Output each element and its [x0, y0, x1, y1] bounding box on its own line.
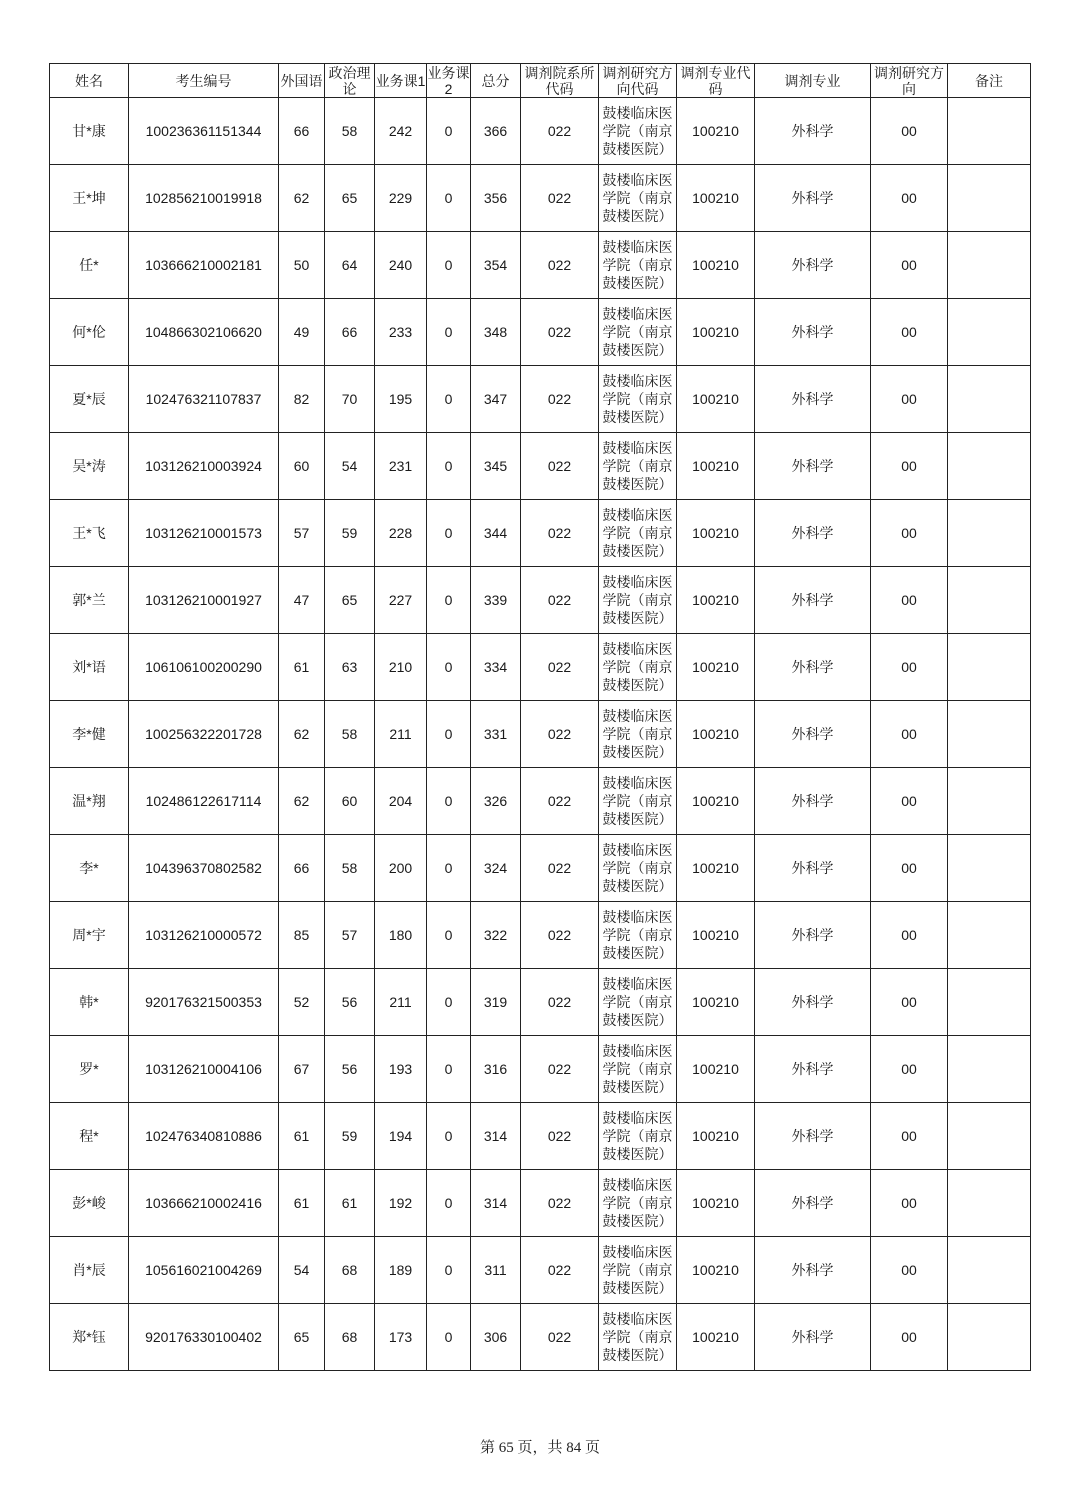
cell-direction-code: 鼓楼临床医学院（南京鼓楼医院）	[599, 1103, 677, 1170]
table-row	[50, 567, 1031, 634]
cell-politics: 66	[325, 299, 375, 366]
cell-name: 吴*涛	[50, 433, 129, 500]
cell-total: 324	[471, 835, 521, 902]
cell-subject-1: 242	[375, 98, 427, 165]
cell-exam-id: 104866302106620	[129, 299, 279, 366]
cell-major-code: 100210	[677, 1237, 755, 1304]
header-remarks: 备注	[948, 64, 1031, 98]
cell-remarks	[948, 165, 1031, 232]
cell-foreign-language: 82	[279, 366, 325, 433]
cell-major-code: 100210	[677, 98, 755, 165]
cell-politics: 54	[325, 433, 375, 500]
header-dept-code: 调剂院系所代码	[521, 64, 599, 98]
cell-exam-id: 103126210000572	[129, 902, 279, 969]
cell-total: 316	[471, 1036, 521, 1103]
cell-name: 周*宇	[50, 902, 129, 969]
cell-total: 347	[471, 366, 521, 433]
cell-name: 郑*钰	[50, 1304, 129, 1371]
cell-direction-code: 鼓楼临床医学院（南京鼓楼医院）	[599, 768, 677, 835]
header-direction-code: 调剂研究方向代码	[599, 64, 677, 98]
cell-remarks	[948, 433, 1031, 500]
cell-politics: 58	[325, 701, 375, 768]
cell-major-code: 100210	[677, 366, 755, 433]
cell-subject-2: 0	[427, 768, 471, 835]
cell-direction: 00	[871, 433, 948, 500]
cell-direction-code: 鼓楼临床医学院（南京鼓楼医院）	[599, 1170, 677, 1237]
cell-direction-code: 鼓楼临床医学院（南京鼓楼医院）	[599, 835, 677, 902]
cell-direction-code: 鼓楼临床医学院（南京鼓楼医院）	[599, 299, 677, 366]
cell-major: 外科学	[755, 232, 871, 299]
header-name: 姓名	[50, 64, 129, 98]
cell-total: 322	[471, 902, 521, 969]
cell-major: 外科学	[755, 969, 871, 1036]
cell-major: 外科学	[755, 433, 871, 500]
cell-direction: 00	[871, 567, 948, 634]
cell-foreign-language: 66	[279, 98, 325, 165]
cell-foreign-language: 54	[279, 1237, 325, 1304]
cell-subject-2: 0	[427, 433, 471, 500]
cell-politics: 65	[325, 567, 375, 634]
cell-subject-1: 195	[375, 366, 427, 433]
table-row	[50, 902, 1031, 969]
cell-direction: 00	[871, 299, 948, 366]
cell-subject-2: 0	[427, 1170, 471, 1237]
cell-major: 外科学	[755, 768, 871, 835]
cell-total: 348	[471, 299, 521, 366]
page-footer	[0, 1436, 1080, 1457]
cell-subject-2: 0	[427, 835, 471, 902]
cell-foreign-language: 61	[279, 634, 325, 701]
cell-direction-code: 鼓楼临床医学院（南京鼓楼医院）	[599, 232, 677, 299]
cell-major-code: 100210	[677, 969, 755, 1036]
cell-subject-1: 228	[375, 500, 427, 567]
cell-remarks	[948, 366, 1031, 433]
cell-subject-2: 0	[427, 165, 471, 232]
cell-politics: 59	[325, 500, 375, 567]
table-body	[50, 98, 1031, 1371]
header-major: 调剂专业	[755, 64, 871, 98]
cell-exam-id: 106106100200290	[129, 634, 279, 701]
header-direction: 调剂研究方向	[871, 64, 948, 98]
table-row	[50, 1103, 1031, 1170]
table-row	[50, 701, 1031, 768]
cell-major-code: 100210	[677, 500, 755, 567]
cell-major: 外科学	[755, 835, 871, 902]
cell-remarks	[948, 634, 1031, 701]
cell-name: 罗*	[50, 1036, 129, 1103]
cell-major-code: 100210	[677, 567, 755, 634]
cell-foreign-language: 67	[279, 1036, 325, 1103]
cell-exam-id: 102856210019918	[129, 165, 279, 232]
cell-total: 345	[471, 433, 521, 500]
cell-major-code: 100210	[677, 1304, 755, 1371]
cell-exam-id: 103126210004106	[129, 1036, 279, 1103]
cell-name: 李*	[50, 835, 129, 902]
table-row	[50, 1237, 1031, 1304]
cell-total: 331	[471, 701, 521, 768]
cell-dept-code: 022	[521, 98, 599, 165]
cell-subject-1: 192	[375, 1170, 427, 1237]
cell-exam-id: 102476340810886	[129, 1103, 279, 1170]
table-row	[50, 98, 1031, 165]
cell-dept-code: 022	[521, 299, 599, 366]
cell-exam-id: 920176321500353	[129, 969, 279, 1036]
cell-major: 外科学	[755, 1103, 871, 1170]
cell-direction-code: 鼓楼临床医学院（南京鼓楼医院）	[599, 1304, 677, 1371]
cell-major-code: 100210	[677, 299, 755, 366]
cell-exam-id: 103126210001573	[129, 500, 279, 567]
header-row	[50, 64, 1031, 98]
cell-direction-code: 鼓楼临床医学院（南京鼓楼医院）	[599, 701, 677, 768]
cell-foreign-language: 61	[279, 1170, 325, 1237]
header-subject-1: 业务课1	[375, 64, 427, 98]
cell-direction-code: 鼓楼临床医学院（南京鼓楼医院）	[599, 500, 677, 567]
cell-foreign-language: 61	[279, 1103, 325, 1170]
cell-major-code: 100210	[677, 1036, 755, 1103]
cell-exam-id: 103126210003924	[129, 433, 279, 500]
cell-major-code: 100210	[677, 902, 755, 969]
cell-dept-code: 022	[521, 1170, 599, 1237]
table-row	[50, 500, 1031, 567]
cell-exam-id: 920176330100402	[129, 1304, 279, 1371]
cell-dept-code: 022	[521, 634, 599, 701]
cell-direction-code: 鼓楼临床医学院（南京鼓楼医院）	[599, 98, 677, 165]
cell-politics: 60	[325, 768, 375, 835]
cell-direction-code: 鼓楼临床医学院（南京鼓楼医院）	[599, 969, 677, 1036]
admission-table	[49, 63, 1031, 1371]
cell-major-code: 100210	[677, 835, 755, 902]
cell-subject-2: 0	[427, 567, 471, 634]
cell-subject-1: 194	[375, 1103, 427, 1170]
cell-subject-1: 211	[375, 969, 427, 1036]
cell-remarks	[948, 1036, 1031, 1103]
cell-direction-code: 鼓楼临床医学院（南京鼓楼医院）	[599, 567, 677, 634]
cell-major-code: 100210	[677, 768, 755, 835]
cell-major: 外科学	[755, 98, 871, 165]
cell-subject-2: 0	[427, 98, 471, 165]
cell-direction: 00	[871, 1237, 948, 1304]
cell-major: 外科学	[755, 366, 871, 433]
cell-major: 外科学	[755, 1036, 871, 1103]
cell-name: 温*翔	[50, 768, 129, 835]
cell-major-code: 100210	[677, 232, 755, 299]
cell-subject-2: 0	[427, 969, 471, 1036]
table-row	[50, 366, 1031, 433]
cell-subject-1: 189	[375, 1237, 427, 1304]
cell-name: 夏*辰	[50, 366, 129, 433]
cell-name: 王*坤	[50, 165, 129, 232]
header-politics: 政治理论	[325, 64, 375, 98]
cell-name: 李*健	[50, 701, 129, 768]
cell-politics: 64	[325, 232, 375, 299]
cell-major-code: 100210	[677, 634, 755, 701]
cell-total: 314	[471, 1103, 521, 1170]
cell-exam-id: 100256322201728	[129, 701, 279, 768]
cell-direction: 00	[871, 1103, 948, 1170]
cell-subject-2: 0	[427, 1103, 471, 1170]
cell-dept-code: 022	[521, 366, 599, 433]
cell-subject-2: 0	[427, 366, 471, 433]
cell-subject-2: 0	[427, 701, 471, 768]
cell-dept-code: 022	[521, 969, 599, 1036]
cell-direction: 00	[871, 701, 948, 768]
table-row	[50, 768, 1031, 835]
cell-dept-code: 022	[521, 433, 599, 500]
cell-major: 外科学	[755, 1237, 871, 1304]
cell-subject-1: 231	[375, 433, 427, 500]
cell-dept-code: 022	[521, 500, 599, 567]
cell-remarks	[948, 902, 1031, 969]
cell-foreign-language: 50	[279, 232, 325, 299]
cell-major: 外科学	[755, 902, 871, 969]
cell-foreign-language: 85	[279, 902, 325, 969]
cell-foreign-language: 47	[279, 567, 325, 634]
cell-direction-code: 鼓楼临床医学院（南京鼓楼医院）	[599, 1036, 677, 1103]
cell-foreign-language: 60	[279, 433, 325, 500]
table-row	[50, 165, 1031, 232]
table-row	[50, 433, 1031, 500]
cell-total: 339	[471, 567, 521, 634]
cell-dept-code: 022	[521, 835, 599, 902]
cell-subject-1: 210	[375, 634, 427, 701]
cell-direction: 00	[871, 232, 948, 299]
cell-major-code: 100210	[677, 433, 755, 500]
cell-politics: 61	[325, 1170, 375, 1237]
cell-remarks	[948, 232, 1031, 299]
cell-subject-1: 229	[375, 165, 427, 232]
cell-direction: 00	[871, 902, 948, 969]
cell-politics: 70	[325, 366, 375, 433]
cell-direction: 00	[871, 500, 948, 567]
cell-politics: 63	[325, 634, 375, 701]
cell-direction-code: 鼓楼临床医学院（南京鼓楼医院）	[599, 902, 677, 969]
cell-remarks	[948, 1103, 1031, 1170]
cell-exam-id: 100236361151344	[129, 98, 279, 165]
cell-foreign-language: 66	[279, 835, 325, 902]
cell-politics: 65	[325, 165, 375, 232]
cell-subject-2: 0	[427, 232, 471, 299]
cell-major-code: 100210	[677, 1103, 755, 1170]
cell-major: 外科学	[755, 1304, 871, 1371]
cell-politics: 59	[325, 1103, 375, 1170]
cell-subject-2: 0	[427, 1304, 471, 1371]
cell-dept-code: 022	[521, 1036, 599, 1103]
cell-foreign-language: 62	[279, 165, 325, 232]
cell-direction-code: 鼓楼临床医学院（南京鼓楼医院）	[599, 433, 677, 500]
cell-subject-2: 0	[427, 299, 471, 366]
cell-foreign-language: 62	[279, 768, 325, 835]
table-row	[50, 1170, 1031, 1237]
cell-exam-id: 103126210001927	[129, 567, 279, 634]
cell-foreign-language: 49	[279, 299, 325, 366]
cell-direction: 00	[871, 835, 948, 902]
cell-foreign-language: 57	[279, 500, 325, 567]
cell-exam-id: 103666210002181	[129, 232, 279, 299]
table-row	[50, 835, 1031, 902]
cell-major-code: 100210	[677, 165, 755, 232]
cell-subject-2: 0	[427, 634, 471, 701]
cell-remarks	[948, 1170, 1031, 1237]
cell-direction: 00	[871, 634, 948, 701]
cell-exam-id: 105616021004269	[129, 1237, 279, 1304]
cell-total: 326	[471, 768, 521, 835]
table-row	[50, 1036, 1031, 1103]
cell-direction: 00	[871, 98, 948, 165]
page-number-text: 第 65 页，共 84 页	[479, 1440, 600, 1456]
cell-name: 刘*语	[50, 634, 129, 701]
cell-subject-1: 204	[375, 768, 427, 835]
cell-remarks	[948, 98, 1031, 165]
cell-politics: 58	[325, 98, 375, 165]
cell-exam-id: 103666210002416	[129, 1170, 279, 1237]
cell-name: 彭*峻	[50, 1170, 129, 1237]
table-row	[50, 969, 1031, 1036]
cell-remarks	[948, 969, 1031, 1036]
cell-remarks	[948, 299, 1031, 366]
cell-total: 344	[471, 500, 521, 567]
cell-major: 外科学	[755, 634, 871, 701]
header-exam-id: 考生编号	[129, 64, 279, 98]
cell-dept-code: 022	[521, 232, 599, 299]
cell-dept-code: 022	[521, 165, 599, 232]
cell-foreign-language: 62	[279, 701, 325, 768]
cell-total: 334	[471, 634, 521, 701]
cell-total: 366	[471, 98, 521, 165]
cell-subject-1: 240	[375, 232, 427, 299]
cell-major-code: 100210	[677, 1170, 755, 1237]
cell-politics: 56	[325, 1036, 375, 1103]
table-row	[50, 634, 1031, 701]
cell-major: 外科学	[755, 299, 871, 366]
cell-subject-1: 173	[375, 1304, 427, 1371]
cell-direction: 00	[871, 969, 948, 1036]
cell-name: 韩*	[50, 969, 129, 1036]
cell-dept-code: 022	[521, 1103, 599, 1170]
cell-dept-code: 022	[521, 1237, 599, 1304]
cell-politics: 58	[325, 835, 375, 902]
cell-subject-2: 0	[427, 902, 471, 969]
cell-direction: 00	[871, 366, 948, 433]
cell-major: 外科学	[755, 500, 871, 567]
table-row	[50, 232, 1031, 299]
cell-total: 356	[471, 165, 521, 232]
cell-remarks	[948, 1304, 1031, 1371]
cell-foreign-language: 65	[279, 1304, 325, 1371]
cell-foreign-language: 52	[279, 969, 325, 1036]
cell-dept-code: 022	[521, 701, 599, 768]
table-row	[50, 299, 1031, 366]
cell-name: 何*伦	[50, 299, 129, 366]
cell-politics: 68	[325, 1304, 375, 1371]
cell-dept-code: 022	[521, 567, 599, 634]
cell-total: 319	[471, 969, 521, 1036]
cell-dept-code: 022	[521, 1304, 599, 1371]
cell-remarks	[948, 701, 1031, 768]
cell-dept-code: 022	[521, 902, 599, 969]
cell-total: 306	[471, 1304, 521, 1371]
cell-remarks	[948, 768, 1031, 835]
cell-remarks	[948, 500, 1031, 567]
cell-exam-id: 104396370802582	[129, 835, 279, 902]
cell-dept-code: 022	[521, 768, 599, 835]
cell-name: 郭*兰	[50, 567, 129, 634]
header-major-code: 调剂专业代码	[677, 64, 755, 98]
cell-major: 外科学	[755, 165, 871, 232]
cell-politics: 68	[325, 1237, 375, 1304]
cell-direction-code: 鼓楼临床医学院（南京鼓楼医院）	[599, 1237, 677, 1304]
cell-direction: 00	[871, 768, 948, 835]
cell-subject-2: 0	[427, 1237, 471, 1304]
cell-subject-1: 200	[375, 835, 427, 902]
cell-remarks	[948, 835, 1031, 902]
cell-direction: 00	[871, 1304, 948, 1371]
header-subject-2: 业务课2	[427, 64, 470, 97]
cell-exam-id: 102476321107837	[129, 366, 279, 433]
cell-subject-2: 0	[427, 500, 471, 567]
table-row	[50, 1304, 1031, 1371]
cell-subject-1: 180	[375, 902, 427, 969]
cell-direction-code: 鼓楼临床医学院（南京鼓楼医院）	[599, 366, 677, 433]
cell-name: 甘*康	[50, 98, 129, 165]
cell-subject-1: 193	[375, 1036, 427, 1103]
cell-remarks	[948, 1237, 1031, 1304]
cell-total: 354	[471, 232, 521, 299]
header-total: 总分	[471, 64, 521, 98]
cell-major: 外科学	[755, 1170, 871, 1237]
cell-direction: 00	[871, 1170, 948, 1237]
header-foreign-language: 外国语	[279, 64, 325, 98]
cell-remarks	[948, 567, 1031, 634]
cell-major-code: 100210	[677, 701, 755, 768]
cell-total: 314	[471, 1170, 521, 1237]
cell-total: 311	[471, 1237, 521, 1304]
admission-table-container	[49, 63, 1031, 1371]
cell-name: 肖*辰	[50, 1237, 129, 1304]
cell-direction-code: 鼓楼临床医学院（南京鼓楼医院）	[599, 634, 677, 701]
cell-exam-id: 102486122617114	[129, 768, 279, 835]
cell-direction: 00	[871, 165, 948, 232]
cell-subject-1: 211	[375, 701, 427, 768]
cell-direction-code: 鼓楼临床医学院（南京鼓楼医院）	[599, 165, 677, 232]
cell-name: 任*	[50, 232, 129, 299]
cell-major: 外科学	[755, 567, 871, 634]
cell-name: 程*	[50, 1103, 129, 1170]
cell-politics: 56	[325, 969, 375, 1036]
cell-subject-2: 0	[427, 1036, 471, 1103]
cell-name: 王*飞	[50, 500, 129, 567]
cell-politics: 57	[325, 902, 375, 969]
cell-major: 外科学	[755, 701, 871, 768]
cell-subject-1: 227	[375, 567, 427, 634]
cell-subject-1: 233	[375, 299, 427, 366]
cell-direction: 00	[871, 1036, 948, 1103]
